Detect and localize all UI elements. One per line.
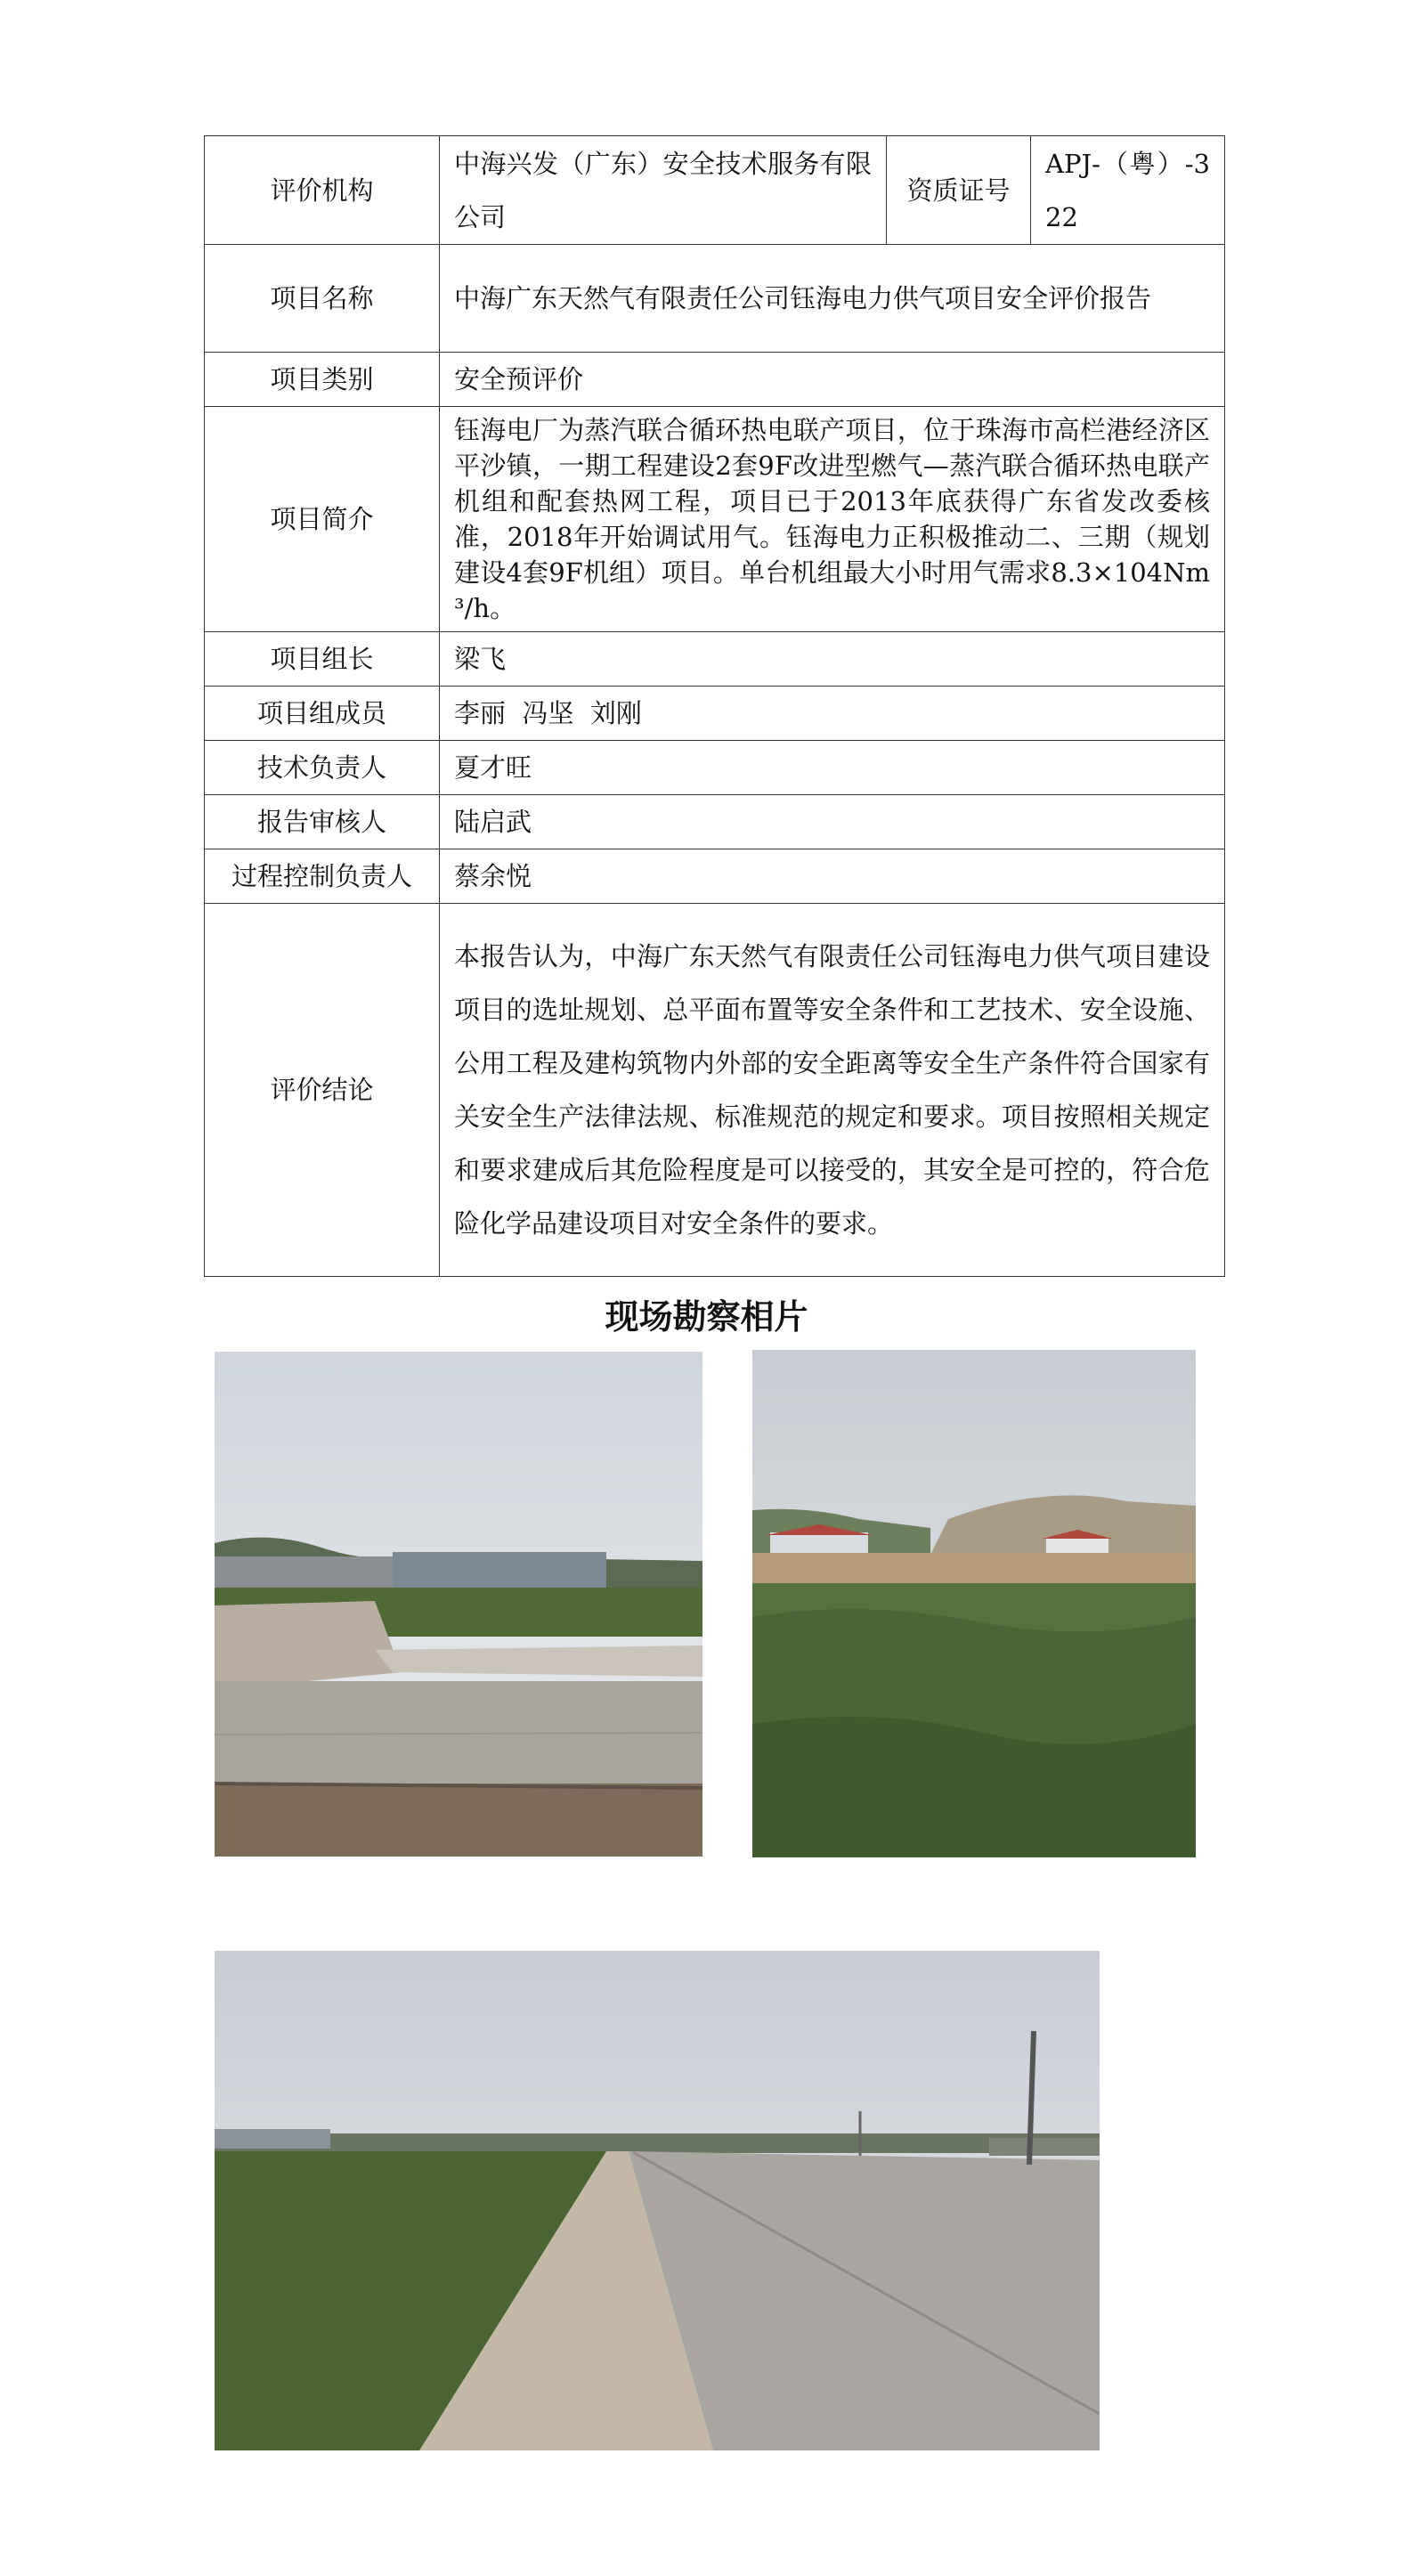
cert-value: APJ-（粤）-322 [1031, 136, 1225, 245]
project-summary-label: 项目简介 [205, 407, 440, 632]
project-name-label: 项目名称 [205, 245, 440, 353]
process-control-value: 蔡余悦 [440, 849, 1225, 904]
cert-label: 资质证号 [887, 136, 1031, 245]
site-photo-sidewalk [215, 1951, 1100, 2450]
org-label: 评价机构 [205, 136, 440, 245]
process-control-label: 过程控制负责人 [205, 849, 440, 904]
team-members-value: 李丽 冯坚 刘刚 [440, 687, 1225, 741]
site-photo-grassland [752, 1350, 1196, 1857]
project-info-table [204, 135, 1225, 1277]
site-photo-road-construction [215, 1352, 702, 1857]
tech-lead-value: 夏才旺 [440, 741, 1225, 795]
tech-lead-label: 技术负责人 [205, 741, 440, 795]
site-photos-title: 现场勘察相片 [605, 1297, 808, 1337]
team-leader-value: 梁飞 [440, 632, 1225, 687]
report-reviewer-label: 报告审核人 [205, 795, 440, 849]
project-summary-value: 钰海电厂为蒸汽联合循环热电联产项目，位于珠海市高栏港经济区平沙镇，一期工程建设2套9F改进型燃气—蒸汽联合循环热电联产机组和配套热网工程，项目已于2013年底获得广东省发改委核准，2018年开始调试用气。钰海电力正积极推动二、三期（规划建设4套9F机组）项目。单台机组最大小时用气需求8.3×104Nm³/h。 [440, 407, 1225, 632]
project-name-value: 中海广东天然气有限责任公司钰海电力供气项目安全评价报告 [440, 245, 1225, 353]
org-value: 中海兴发（广东）安全技术服务有限公司 [440, 136, 887, 245]
project-type-label: 项目类别 [205, 353, 440, 407]
project-type-value: 安全预评价 [440, 353, 1225, 407]
report-reviewer-value: 陆启武 [440, 795, 1225, 849]
conclusion-label: 评价结论 [205, 904, 440, 1277]
team-members-label: 项目组成员 [205, 687, 440, 741]
conclusion-value: 本报告认为，中海广东天然气有限责任公司钰海电力供气项目建设项目的选址规划、总平面布置等安全条件和工艺技术、安全设施、公用工程及建构筑物内外部的安全距离等安全生产条件符合国家有关安全生产法律法规、标准规范的规定和要求。项目按照相关规定和要求建成后其危险程度是可以接受的，其安全是可控的，符合危险化学品建设项目对安全条件的要求。 [440, 904, 1225, 1277]
team-leader-label: 项目组长 [205, 632, 440, 687]
